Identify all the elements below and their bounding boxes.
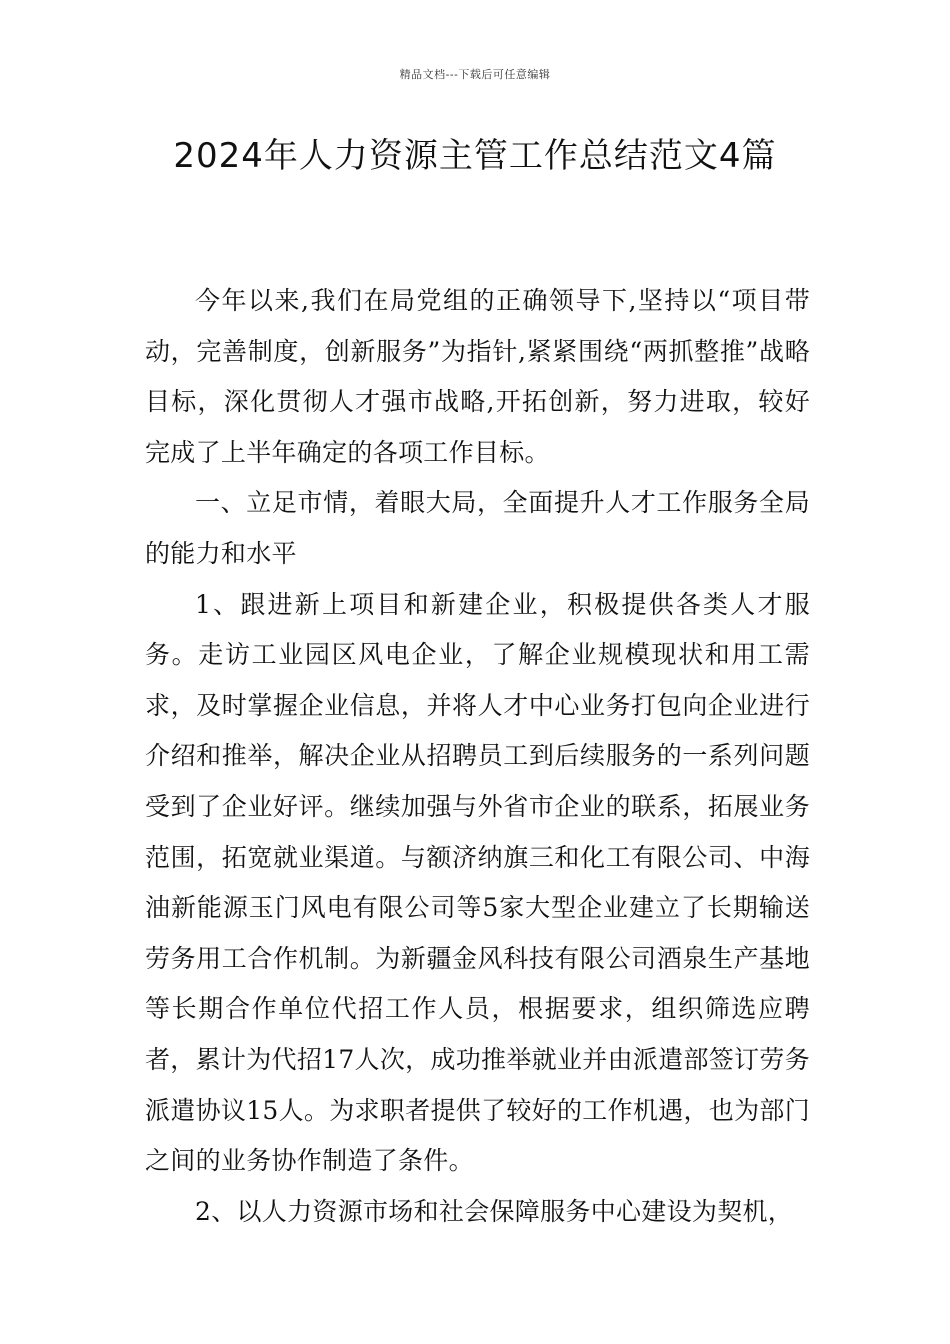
- header-note: 精品文档---下载后可任意编辑: [399, 68, 551, 81]
- paragraph-item-2: 2、以人力资源市场和社会保障服务中心建设为契机，: [195, 1196, 794, 1226]
- paragraph-section-heading: 一、立足市情，着眼大局，全面提升人才工作服务全局的能力和水平: [145, 488, 810, 568]
- document-body: [145, 276, 810, 1237]
- paragraph-item-1: 1、跟进新上项目和新建企业，积极提供各类人才服务。走访工业园区风电企业，了解企业规模现状和用工需求，及时掌握企业信息，并将人才中心业务打包向企业进行介绍和推举，解决企业从招聘员工到后续服务的一系列问题受到了企业好评。继续加强与外省市企业的联系，拓展业务范围，拓宽就业渠道。与额济纳旗三和化工有限公司、中海油新能源玉门风电有限公司等5家大型企业建立了长期输送劳务用工合作机制。为新疆金风科技有限公司酒泉生产基地等长期合作单位代招工作人员，根据要求，组织筛选应聘者，累计为代招17人次，成功推举就业并由派遣部签订劳务派遣协议15人。为求职者提供了较好的工作机遇，也为部门之间的业务协作制造了条件。: [145, 589, 810, 1176]
- document-title: 2024年人力资源主管工作总结范文4篇: [173, 136, 777, 176]
- paragraph-intro: 今年以来,我们在局党组的正确领导下,坚持以“项目带动，完善制度，创新服务”为指针,紧紧围绕“两抓整推”战略目标，深化贯彻人才强市战略,开拓创新，努力进取，较好完成了上半年确定的各项工作目标。: [145, 286, 810, 467]
